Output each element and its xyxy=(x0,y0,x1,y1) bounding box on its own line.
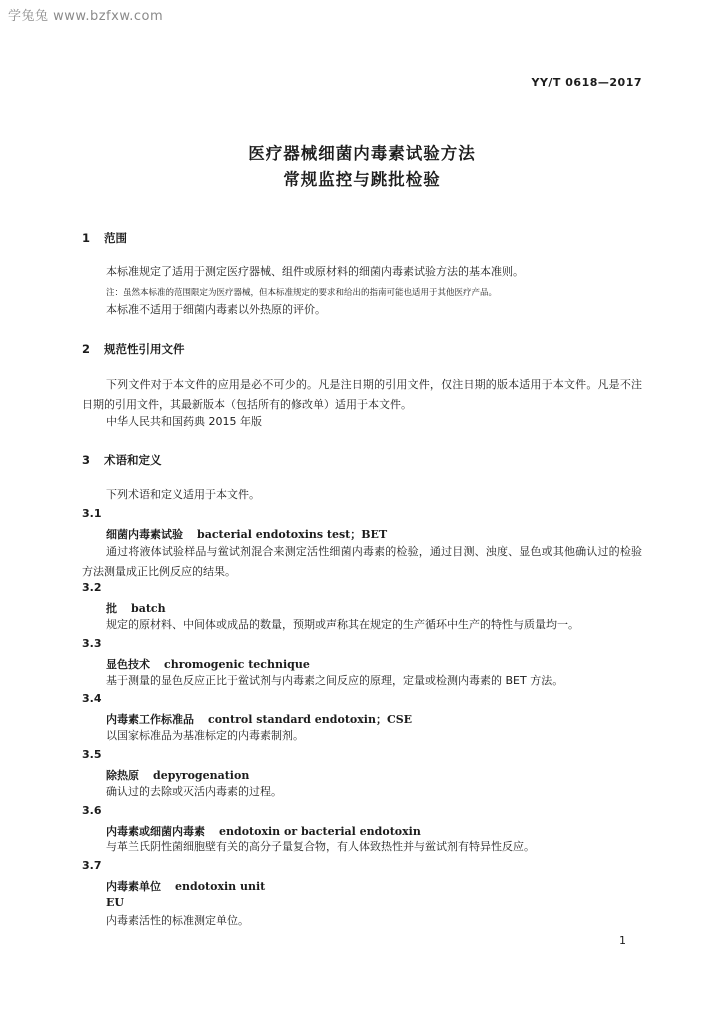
term-number: 3.6 xyxy=(82,804,102,817)
term-number: 3.1 xyxy=(82,507,102,520)
term-en: depyrogenation xyxy=(153,769,250,782)
section-title: 术语和定义 xyxy=(104,453,162,467)
term-abbreviation: EU xyxy=(106,896,124,909)
term-en: endotoxin or bacterial endotoxin xyxy=(219,825,421,838)
term-heading xyxy=(106,767,249,783)
section-1-heading xyxy=(82,230,127,246)
note: 注：虽然本标准的范围限定为医疗器械，但本标准规定的要求和给出的指南可能也适用于其他医疗产品。 xyxy=(106,288,498,298)
term-definition: 内毒素活性的标准测定单位。 xyxy=(106,914,249,927)
term-cn: 除热原 xyxy=(106,769,139,782)
watermark: 学兔兔 www.bzfxw.com xyxy=(8,9,164,24)
section-2-heading xyxy=(82,341,185,357)
paragraph: 下列术语和定义适用于本文件。 xyxy=(106,488,260,501)
term-definition: 与革兰氏阴性菌细胞壁有关的高分子量复合物，有人体致热性并与鲎试剂有特异性反应。 xyxy=(106,840,535,853)
section-title: 规范性引用文件 xyxy=(104,342,185,356)
term-definition: 规定的原材料、中间体或成品的数量，预期或声称其在规定的生产循环中生产的特性与质量均一。 xyxy=(106,618,579,631)
term-number: 3.2 xyxy=(82,581,102,594)
paragraph: 本标准不适用于细菌内毒素以外热原的评价。 xyxy=(106,303,326,316)
term-definition: 以国家标准品为基准标定的内毒素制剂。 xyxy=(106,729,304,742)
term-heading xyxy=(106,878,265,894)
document-title: 医疗器械细菌内毒素试验方法 xyxy=(248,144,476,163)
section-number: 1 xyxy=(82,231,91,245)
term-cn: 内毒素工作标准品 xyxy=(106,713,194,726)
term-cn: 批 xyxy=(106,602,117,615)
term-heading xyxy=(106,656,310,672)
paragraph: 下列文件对于本文件的应用是必不可少的。凡是注日期的引用文件，仅注日期的版本适用于本文件。凡是不注日期的引用文件，其最新版本（包括所有的修改单）适用于本文件。 xyxy=(82,378,642,411)
term-heading xyxy=(106,711,412,727)
paragraph: 本标准规定了适用于测定医疗器械、组件或原材料的细菌内毒素试验方法的基本准则。 xyxy=(106,265,524,278)
term-en: control standard endotoxin；CSE xyxy=(208,713,413,726)
section-number: 3 xyxy=(82,453,91,467)
standard-number: YY/T 0618—2017 xyxy=(531,76,642,89)
term-en: bacterial endotoxins test；BET xyxy=(197,528,388,541)
term-heading xyxy=(106,526,387,542)
term-en: endotoxin unit xyxy=(175,880,266,893)
document-subtitle: 常规监控与跳批检验 xyxy=(283,170,441,189)
term-number: 3.4 xyxy=(82,692,102,705)
term-cn: 细菌内毒素试验 xyxy=(106,528,183,541)
term-cn: 内毒素或细菌内毒素 xyxy=(106,825,205,838)
term-number: 3.3 xyxy=(82,637,102,650)
term-definition: 基于测量的显色反应正比于鲎试剂与内毒素之间反应的原理，定量或检测内毒素的 BET 方法。 xyxy=(106,674,564,687)
term-heading xyxy=(106,600,166,616)
section-3-heading xyxy=(82,452,162,468)
section-number: 2 xyxy=(82,342,91,356)
term-number: 3.7 xyxy=(82,859,102,872)
term-cn: 内毒素单位 xyxy=(106,880,161,893)
term-en: chromogenic technique xyxy=(164,658,310,671)
term-cn: 显色技术 xyxy=(106,658,150,671)
term-en: batch xyxy=(131,602,166,615)
section-title: 范围 xyxy=(104,231,127,245)
term-number: 3.5 xyxy=(82,748,102,761)
term-definition: 确认过的去除或灭活内毒素的过程。 xyxy=(106,785,282,798)
term-definition: 通过将液体试验样品与鲎试剂混合来测定活性细菌内毒素的检验，通过目测、浊度、显色或其他确认过的检验方法测量成正比例反应的结果。 xyxy=(82,545,642,578)
paragraph: 中华人民共和国药典 2015 年版 xyxy=(106,415,262,428)
page-number: 1 xyxy=(619,934,626,947)
